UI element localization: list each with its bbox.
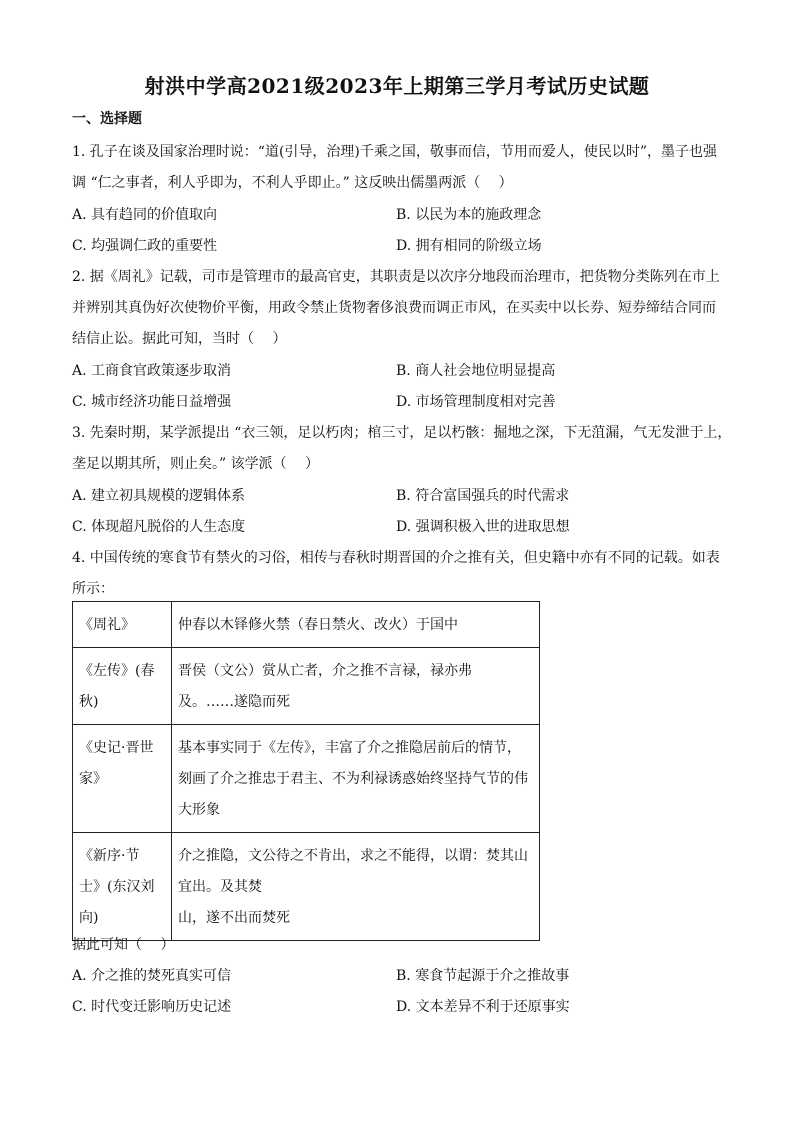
question-1-option-d[interactable]: D. 拥有相同的阶级立场 <box>396 238 542 254</box>
cell-text: 介之推隐，文公待之不肯出，求之不能得，以谓：焚其山 <box>178 848 528 864</box>
table-row <box>73 602 540 648</box>
cell-text: 刻画了介之推忠于君主、不为利禄诱惑始终坚持气节的伟 <box>178 771 528 787</box>
table-row <box>73 833 540 941</box>
question-1-stem-line-1: 1. 孔子在谈及国家治理时说：“道(引导，治理)千乘之国，敬事而信，节用而爱人，使民以时”，墨子也强 <box>72 144 718 160</box>
sources-table <box>72 601 540 941</box>
question-2-stem-line-3: 结信止讼。据此可知，当时（ ） <box>72 331 287 347</box>
cell-text: 士》(东汉刘 <box>79 879 155 895</box>
question-4-follow-up: 据此可知（ ） <box>72 937 175 953</box>
cell-text: 向) <box>79 910 99 926</box>
question-3-stem-line-2: 垄足以期其所，则止矣。” 该学派（ ） <box>72 456 320 472</box>
cell-text: 基本事实同于《左传》，丰富了介之推隐居前后的情节， <box>178 740 521 756</box>
cell-text: 《周礼》 <box>79 617 135 633</box>
cell-text: 《史记·晋世 <box>79 740 154 756</box>
cell-text: 晋侯（文公）赏从亡者，介之推不言禄，禄亦弗 <box>178 663 472 679</box>
question-2-option-b[interactable]: B. 商人社会地位明显提高 <box>396 363 556 379</box>
cell-text: 山，遂不出而焚死 <box>178 910 290 926</box>
section-heading: 一、选择题 <box>72 111 142 127</box>
page-title: 射洪中学高2021级2023年上期第三学月考试历史试题 <box>144 74 650 98</box>
cell-text: 《左传》(春 <box>79 663 155 679</box>
question-4-stem-line-2: 所示： <box>72 581 114 597</box>
question-4-option-c[interactable]: C. 时代变迁影响历史记述 <box>72 999 232 1015</box>
question-1-option-c[interactable]: C. 均强调仁政的重要性 <box>72 238 218 254</box>
question-3-option-c[interactable]: C. 体现超凡脱俗的人生态度 <box>72 519 246 535</box>
question-3-stem-line-1: 3. 先秦时期，某学派提出 “衣三领，足以朽肉；棺三寸，足以朽骸：掘地之深，下无菹漏，气无发泄于上， <box>72 425 732 441</box>
table-cell-source <box>73 833 172 941</box>
question-1-option-b[interactable]: B. 以民为本的施政理念 <box>396 207 542 223</box>
question-1-option-a[interactable]: A. 具有趋同的价值取向 <box>72 207 218 223</box>
question-1-stem-line-2: 调 “仁之事者，利人乎即为，不利人乎即止。” 这反映出儒墨两派（ ） <box>72 175 513 191</box>
table-cell-content <box>172 833 540 941</box>
cell-text: 及。……遂隐而死 <box>178 694 290 710</box>
table-cell-source <box>73 725 172 833</box>
question-4-stem-line-1: 4. 中国传统的寒食节有禁火的习俗，相传与春秋时期晋国的介之推有关，但史籍中亦有不同的记载。如表 <box>72 550 720 566</box>
cell-text: 秋) <box>79 694 99 710</box>
question-2-stem-line-1: 2. 据《周礼》记载，司市是管理市的最高官吏，其职责是以次序分地段而治理市，把货物分类陈列在市上 <box>72 269 720 285</box>
question-4-option-b[interactable]: B. 寒食节起源于介之推故事 <box>396 968 570 984</box>
table-cell-content <box>172 602 540 648</box>
table-row <box>73 725 540 833</box>
question-2-stem-line-2: 并辨别其真伪好次使物价平衡，用政令禁止货物奢侈浪费而调正市风，在买卖中以长券、短券缔结合同而 <box>72 300 716 316</box>
table-cell-content <box>172 725 540 833</box>
question-4-option-a[interactable]: A. 介之推的焚死真实可信 <box>72 968 232 984</box>
question-3-option-a[interactable]: A. 建立初具规模的逻辑体系 <box>72 488 246 504</box>
question-4-option-d[interactable]: D. 文本差异不利于还原事实 <box>396 999 570 1015</box>
table-cell-source <box>73 602 172 648</box>
question-3-option-d[interactable]: D. 强调积极入世的进取思想 <box>396 519 570 535</box>
table-cell-content <box>172 648 540 725</box>
question-2-option-c[interactable]: C. 城市经济功能日益增强 <box>72 394 232 410</box>
question-2-option-a[interactable]: A. 工商食官政策逐步取消 <box>72 363 232 379</box>
cell-text: 大形象 <box>178 802 220 818</box>
question-3-option-b[interactable]: B. 符合富国强兵的时代需求 <box>396 488 570 504</box>
cell-text: 宜出。及其焚 <box>178 879 262 895</box>
question-2-option-d[interactable]: D. 市场管理制度相对完善 <box>396 394 556 410</box>
table-cell-source <box>73 648 172 725</box>
cell-text: 《新序·节 <box>79 848 140 864</box>
table-row <box>73 648 540 725</box>
cell-text: 家》 <box>79 771 107 787</box>
cell-text: 仲春以木铎修火禁（春日禁火、改火）于国中 <box>178 617 458 633</box>
